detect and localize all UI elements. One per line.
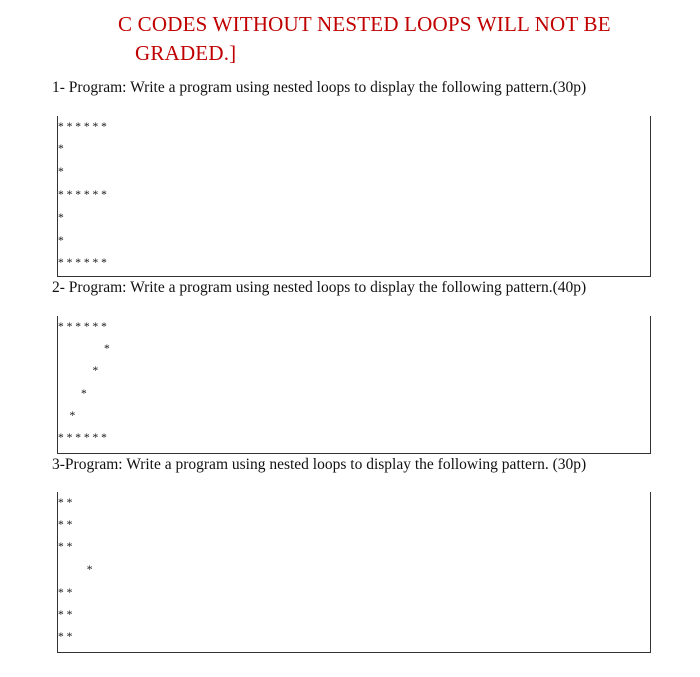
pattern-line: * * xyxy=(58,631,73,643)
pattern-line: * xyxy=(58,388,87,400)
pattern-box-3 xyxy=(57,492,651,653)
question-2-text: 2- Program: Write a program using nested loops to display the following pattern.(40p) xyxy=(52,279,587,296)
pattern-line: * xyxy=(58,235,64,247)
header-line-1: C CODES WITHOUT NESTED LOOPS WILL NOT BE xyxy=(118,12,611,36)
pattern-line: * xyxy=(58,166,64,178)
pattern-line: * * xyxy=(58,609,73,621)
pattern-line: * xyxy=(58,143,64,155)
pattern-line: * * xyxy=(58,519,73,531)
pattern-line: * * xyxy=(58,541,73,553)
pattern-line: * xyxy=(58,564,93,576)
pattern-line: * * * * * * xyxy=(58,257,107,269)
pattern-line: * xyxy=(58,365,99,377)
pattern-line: * * xyxy=(58,497,73,509)
pattern-line: * * xyxy=(58,587,73,599)
pattern-line: * * * * * * xyxy=(58,121,107,133)
question-1-text: 1- Program: Write a program using nested loops to display the following pattern.(30p) xyxy=(52,79,587,96)
pattern-line: * xyxy=(58,212,64,224)
pattern-line: * * * * * * xyxy=(58,321,107,333)
pattern-box-1 xyxy=(57,116,651,277)
header-line-2: GRADED.] xyxy=(135,41,237,65)
pattern-line: * xyxy=(58,410,76,422)
question-3-text: 3-Program: Write a program using nested loops to display the following pattern. (30p) xyxy=(52,456,587,473)
pattern-line: * xyxy=(58,343,110,355)
pattern-line: * * * * * * xyxy=(58,189,107,201)
pattern-box-2 xyxy=(57,316,651,454)
pattern-line: * * * * * * xyxy=(58,432,107,444)
